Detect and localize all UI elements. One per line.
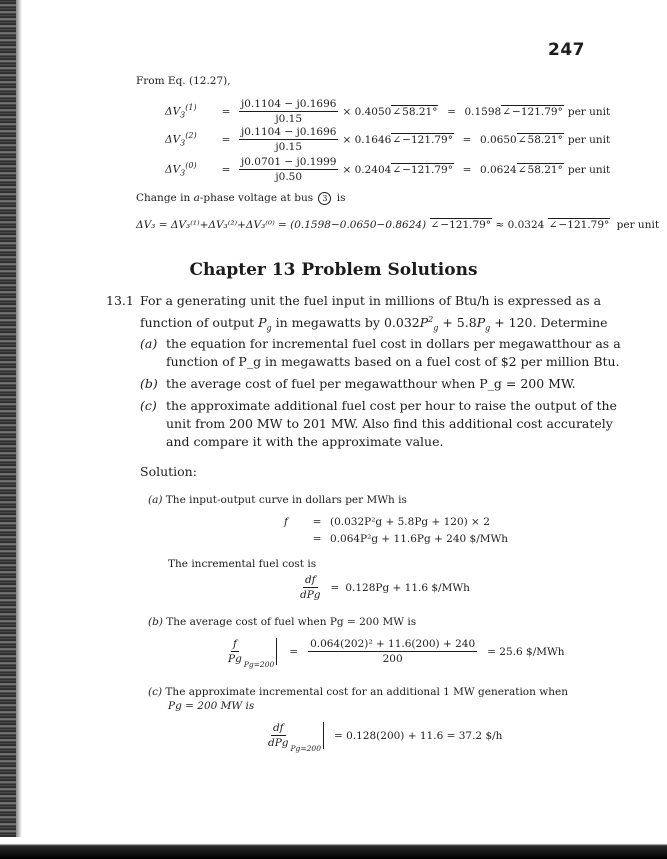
incremental-cost-equation: $\frac{df}{\text{dPg}}$ = 0.128Pg + 11.6 $/MWh: [300, 574, 470, 601]
solution-c-text-1: (c) The approximate incremental cost for an additional 1 MW generation when: [148, 686, 568, 698]
part-a-label: (a): [140, 336, 158, 351]
part-b-label: (b): [140, 376, 158, 391]
part-c-line-3: and compare it with the approximate value.: [166, 434, 444, 449]
part-a-line-1: the equation for incremental fuel cost in dollars per megawatthour as a: [166, 336, 621, 351]
part-a-line-2: function of P_g in megawatts based on a fuel cost of $2 per million Btu.: [166, 354, 620, 369]
part-c-line-2: unit from 200 MW to 201 MW. Also find this additional cost accurately: [166, 416, 613, 431]
eq-fraction: $\frac{j0.1104 - j0.1696}{j0.15}$: [241, 98, 337, 125]
intro-text: From Eq. (12.27),: [136, 75, 231, 87]
average-cost-equation: $\frac{f}{Pg}$ Pg=200 = $\frac{\text{0.064(202)² + 11.6(200) + 240}}{200}$ = 25.6 $/MWh: [228, 638, 565, 669]
approx-incremental-cost-equation: $\frac{df}{\text{dPg}}$ Pg=200 = 0.128(200) + 11.6 = 37.2 $/h: [268, 722, 503, 753]
solution-label: Solution:: [140, 464, 197, 479]
solution-f-line-2: = 0.064P²g + 11.6Pg + 240 $/MWh: [312, 533, 509, 545]
eq-delta-v3-zero: $\Delta V_3^{(0)}$ = $\frac{j0.0701 - j0.1999}{j0.50}$ × 0.2404 ∠ −121.79° = 0.0624 ∠ 58.21° per unit: [165, 156, 610, 183]
part-b-line-1: the average cost of fuel per megawatthour when P_g = 200 MW.: [166, 376, 576, 391]
part-c-line-1: the approximate additional fuel cost per hour to raise the output of the: [166, 398, 617, 413]
solution-c-text-2: Pg = 200 MW is: [168, 700, 255, 712]
problem-line-1: For a generating unit the fuel input in millions of Btu/h is expressed as a: [140, 293, 602, 308]
total-voltage-equation: ΔV₃ = ΔV₃⁽¹⁾+ΔV₃⁽²⁾+ΔV₃⁽⁰⁾ = (0.1598−0.0650−0.8624) ∠ −121.79° ≈ 0.0324 ∠ −121.79° per unit: [136, 219, 659, 231]
problem-line-2: function of output $P_g$ in megawatts by $0.032P^2_g + 5.8P_g + 120$. Determine: [140, 315, 608, 333]
incremental-cost-text: The incremental fuel cost is: [168, 558, 317, 570]
eq-fraction: $\frac{j0.1104 - j0.1696}{j0.15}$: [241, 126, 337, 153]
eq-delta-v3-negative: $\Delta V_3^{(2)}$ = $\frac{j0.1104 - j0.1696}{j0.15}$ × 0.1646 ∠ −121.79° = 0.0650 ∠ 58.21° per unit: [165, 126, 610, 153]
scanned-binding-edge: [0, 0, 16, 859]
eq-lhs: $\Delta V_3^{(1)}$: [165, 103, 197, 120]
chapter-title: Chapter 13 Problem Solutions: [189, 260, 478, 280]
solution-b-text: (b) The average cost of fuel when Pg = 200 MW is: [148, 616, 417, 628]
solution-f-line-1: f = (0.032P²g + 5.8Pg + 120) × 2: [284, 516, 490, 528]
bus-number-badge: 3: [318, 192, 331, 205]
change-text: Change in a-phase voltage at bus 3 is: [136, 192, 346, 204]
part-c-label: (c): [140, 398, 157, 413]
binding-shadow: [16, 0, 22, 859]
problem-number: 13.1: [106, 293, 134, 308]
page-number: 247: [548, 40, 585, 60]
eq-delta-v3-positive: $\Delta V_3^{(1)}$ = $\frac{j0.1104 - j0.1696}{j0.15}$ × 0.4050 ∠ 58.21° = 0.1598 ∠ −121.79° per unit: [165, 98, 610, 125]
bottom-scan-edge: [0, 837, 667, 859]
solution-a-text: (a) The input-output curve in dollars per MWh is: [148, 494, 407, 506]
eq-fraction: $\frac{j0.0701 - j0.1999}{j0.50}$: [241, 156, 337, 183]
